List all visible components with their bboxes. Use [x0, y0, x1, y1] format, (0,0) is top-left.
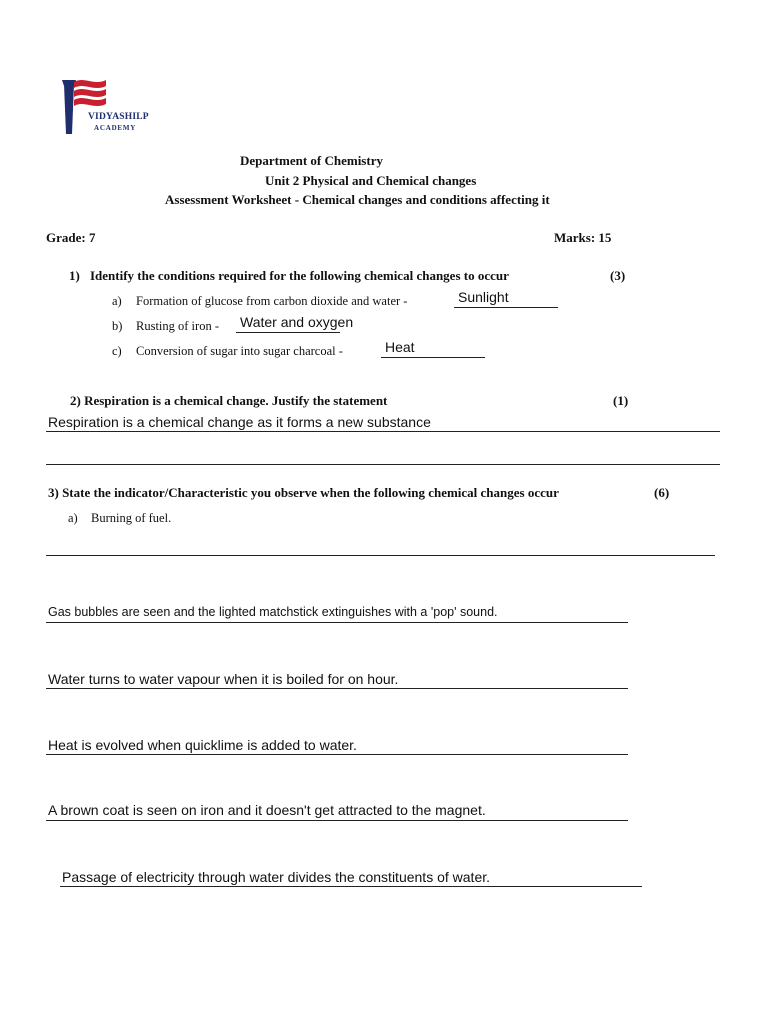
- header-department: Department of Chemistry: [240, 153, 383, 168]
- q3-marks: (6): [654, 485, 670, 500]
- q3-answer-1: Gas bubbles are seen and the lighted matchstick extinguishes with a 'pop' sound.: [48, 605, 498, 619]
- q3-answer-line-5: [60, 886, 642, 887]
- q1c-answer: Heat: [385, 339, 415, 355]
- marks-label: Marks: 15: [554, 230, 612, 245]
- q1c-answer-line: [381, 357, 485, 358]
- q1-number: 1): [69, 268, 80, 283]
- q3-answer-line-2: [46, 688, 628, 689]
- q1c-text: Conversion of sugar into sugar charcoal -: [136, 344, 343, 358]
- header-unit: Unit 2 Physical and Chemical changes: [265, 173, 477, 188]
- q3a-label: a): [68, 511, 78, 525]
- q3-answer-line-3: [46, 754, 628, 755]
- q2-answer-line-1: [46, 431, 720, 432]
- q1-text: Identify the conditions required for the following chemical changes to occur: [90, 268, 509, 283]
- q3a-answer-line: [46, 555, 715, 556]
- q3a-text: Burning of fuel.: [91, 511, 172, 525]
- grade-label: Grade: 7: [46, 230, 96, 245]
- q1b-answer-line: [236, 332, 340, 333]
- q1a-answer-line: [454, 307, 558, 308]
- q1b-text: Rusting of iron -: [136, 319, 219, 333]
- logo-sub: ACADEMY: [94, 124, 137, 132]
- q1c-label: c): [112, 344, 122, 358]
- q1a-label: a): [112, 294, 122, 308]
- q1-marks: (3): [610, 268, 626, 283]
- q3-answer-line-4: [46, 820, 628, 821]
- q1b-label: b): [112, 319, 123, 333]
- q1b-answer: Water and oxygen: [240, 314, 354, 330]
- header-title: Assessment Worksheet - Chemical changes and conditions affecting it: [165, 192, 550, 207]
- school-logo: [60, 76, 160, 138]
- q2-answer: Respiration is a chemical change as it forms a new substance: [48, 414, 431, 430]
- q3-text: 3) State the indicator/Characteristic you observe when the following chemical changes occur: [48, 485, 559, 500]
- q2-answer-line-2: [46, 464, 720, 465]
- q3-answer-line-1: [46, 622, 628, 623]
- q1a-answer: Sunlight: [458, 289, 509, 305]
- q3-answer-4: A brown coat is seen on iron and it doesn't get attracted to the magnet.: [48, 802, 486, 818]
- q1a-text: Formation of glucose from carbon dioxide and water -: [136, 294, 408, 308]
- q2-marks: (1): [613, 393, 629, 408]
- q3-answer-2: Water turns to water vapour when it is boiled for on hour.: [48, 671, 399, 687]
- logo-name: VIDYASHILP: [88, 112, 149, 122]
- q3-answer-3: Heat is evolved when quicklime is added to water.: [48, 737, 357, 753]
- q3-answer-5: Passage of electricity through water divides the constituents of water.: [62, 869, 491, 885]
- q2-text: 2) Respiration is a chemical change. Justify the statement: [70, 393, 388, 408]
